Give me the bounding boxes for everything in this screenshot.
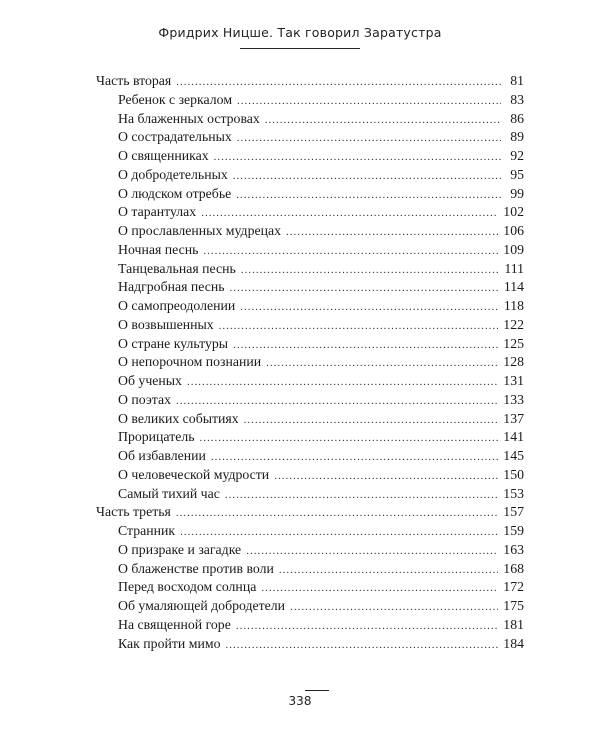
dot-leader — [265, 111, 501, 130]
dot-leader — [211, 448, 498, 467]
dot-leader — [219, 317, 499, 336]
toc-entry-title: О великих событиях — [118, 410, 239, 426]
toc-entry-title: Как пройти мимо — [118, 635, 221, 651]
toc-chapter-entry — [96, 278, 524, 297]
dot-leader — [233, 336, 498, 355]
toc-entry-page: 150 — [503, 466, 524, 482]
dot-leader — [236, 617, 498, 636]
dot-leader — [237, 92, 501, 111]
dot-leader — [274, 467, 498, 486]
toc-entry-page: 175 — [503, 598, 524, 613]
dot-leader — [236, 186, 501, 205]
toc-chapter-entry — [96, 391, 524, 410]
toc-entry-title: Странник — [118, 523, 176, 538]
toc-chapter-entry — [96, 222, 524, 241]
toc-entry-page: 159 — [503, 523, 524, 538]
toc-entry-page: 125 — [503, 335, 524, 351]
dot-leader — [241, 261, 500, 280]
toc-chapter-entry — [96, 110, 524, 129]
dot-leader — [240, 298, 499, 317]
running-header: Фридрих Ницше. Так говорил Заратустра — [158, 25, 442, 40]
dot-leader — [225, 486, 498, 505]
toc-entry-title: О непорочном познании — [118, 354, 262, 370]
dot-leader — [201, 204, 498, 223]
toc-entry-title: О поэтах — [118, 391, 172, 407]
page-number: 338 — [288, 694, 312, 708]
toc-entry-page: 109 — [503, 241, 524, 257]
toc-chapter-entry — [96, 616, 524, 635]
toc-entry-title: О призраке и загадке — [118, 541, 242, 557]
toc-chapter-entry — [96, 372, 524, 391]
toc-entry-title: Танцевальная песнь — [118, 260, 236, 276]
toc-chapter-entry — [96, 410, 524, 429]
dot-leader — [286, 223, 498, 242]
dot-leader — [246, 542, 498, 561]
toc-entry-page: 128 — [503, 354, 524, 370]
toc-entry-page: 118 — [503, 298, 524, 313]
toc-entry-page: 95 — [510, 166, 524, 182]
toc-chapter-entry — [96, 166, 524, 185]
toc-chapter-entry — [96, 560, 524, 579]
toc-entry-title: На священной горе — [118, 616, 231, 632]
toc-entry-title: Часть вторая — [96, 73, 172, 88]
toc-entry-title: О людском отребье — [118, 185, 232, 201]
dot-leader — [200, 429, 499, 448]
toc-chapter-entry — [96, 260, 524, 279]
dot-leader — [237, 129, 501, 148]
toc-chapter-entry — [96, 353, 524, 372]
toc-entry-page: 89 — [510, 129, 524, 145]
toc-entry-title: Об ученых — [118, 373, 182, 388]
toc-chapter-entry — [96, 522, 524, 541]
toc-entry-page: 133 — [503, 391, 524, 407]
toc-chapter-entry — [96, 578, 524, 597]
toc-entry-title: Самый тихий час — [118, 485, 220, 501]
toc-entry-page: 141 — [503, 429, 524, 445]
toc-entry-page: 131 — [503, 373, 524, 388]
toc-entry-page: 99 — [510, 185, 524, 201]
toc-entry-title: Прорицатель — [118, 429, 195, 445]
toc-chapter-entry — [96, 316, 524, 335]
toc-part-entry — [96, 503, 524, 522]
dot-leader — [244, 411, 499, 430]
dot-leader — [279, 561, 498, 580]
toc-entry-title: Об избавлении — [118, 448, 206, 463]
toc-entry-page: 168 — [503, 560, 524, 576]
toc-entry-title: О блаженстве против воли — [118, 560, 274, 576]
toc-entry-page: 163 — [503, 541, 524, 557]
toc-entry-page: 102 — [503, 204, 524, 220]
toc-entry-page: 184 — [503, 635, 524, 651]
toc-entry-title: Ребенок с зеркалом — [118, 91, 233, 107]
dot-leader — [203, 242, 498, 261]
toc-entry-page: 114 — [503, 279, 524, 295]
dot-leader — [290, 598, 498, 617]
dot-leader — [266, 354, 498, 373]
toc-chapter-entry — [96, 428, 524, 447]
toc-chapter-entry — [96, 128, 524, 147]
toc-chapter-entry — [96, 447, 524, 466]
toc-entry-page: 153 — [503, 485, 524, 501]
toc-entry-title: О самопреодолении — [118, 298, 236, 313]
toc-chapter-entry — [96, 91, 524, 110]
toc-entry-title: О сострадательных — [118, 129, 232, 145]
dot-leader — [230, 279, 499, 298]
dot-leader — [176, 73, 501, 92]
toc-entry-title: О человеческой мудрости — [118, 466, 270, 482]
toc-entry-page: 111 — [504, 260, 524, 276]
toc-entry-page: 145 — [503, 448, 524, 463]
toc-entry-title: О добродетельных — [118, 166, 228, 182]
toc-entry-title: Надгробная песнь — [118, 279, 225, 295]
toc-entry-title: О тарантулах — [118, 204, 197, 220]
table-of-contents — [96, 72, 524, 653]
toc-entry-page: 137 — [503, 410, 524, 426]
toc-entry-page: 181 — [503, 616, 524, 632]
footer-rule — [305, 690, 329, 691]
dot-leader — [176, 504, 498, 523]
toc-chapter-entry — [96, 203, 524, 222]
toc-entry-page: 92 — [510, 148, 524, 163]
dot-leader — [214, 148, 501, 167]
dot-leader — [233, 167, 501, 186]
toc-entry-page: 106 — [503, 223, 524, 238]
toc-chapter-entry — [96, 597, 524, 616]
dot-leader — [187, 373, 498, 392]
toc-chapter-entry — [96, 241, 524, 260]
toc-chapter-entry — [96, 185, 524, 204]
toc-entry-page: 86 — [510, 110, 524, 126]
toc-entry-title: Ночная песнь — [118, 241, 199, 257]
header-rule — [240, 48, 360, 49]
toc-chapter-entry — [96, 335, 524, 354]
toc-entry-page: 122 — [503, 316, 524, 332]
toc-chapter-entry — [96, 147, 524, 166]
toc-entry-page: 81 — [510, 73, 524, 88]
toc-chapter-entry — [96, 485, 524, 504]
toc-entry-title: О священниках — [118, 148, 209, 163]
toc-entry-page: 83 — [510, 91, 524, 107]
dot-leader — [180, 523, 498, 542]
dot-leader — [225, 636, 498, 655]
toc-entry-title: На блаженных островах — [118, 110, 260, 126]
toc-entry-page: 157 — [503, 504, 524, 520]
toc-entry-title: Часть третья — [96, 504, 171, 520]
dot-leader — [261, 579, 498, 598]
toc-chapter-entry — [96, 541, 524, 560]
toc-entry-title: Об умаляющей добродетели — [118, 598, 286, 613]
toc-entry-title: О прославленных мудрецах — [118, 223, 282, 238]
toc-entry-page: 172 — [503, 579, 524, 595]
toc-part-entry — [96, 72, 524, 91]
toc-chapter-entry — [96, 297, 524, 316]
toc-chapter-entry — [96, 635, 524, 654]
toc-entry-title: О возвышенных — [118, 316, 214, 332]
toc-entry-title: О стране культуры — [118, 335, 229, 351]
toc-entry-title: Перед восходом солнца — [118, 579, 257, 595]
dot-leader — [176, 392, 498, 411]
toc-chapter-entry — [96, 466, 524, 485]
